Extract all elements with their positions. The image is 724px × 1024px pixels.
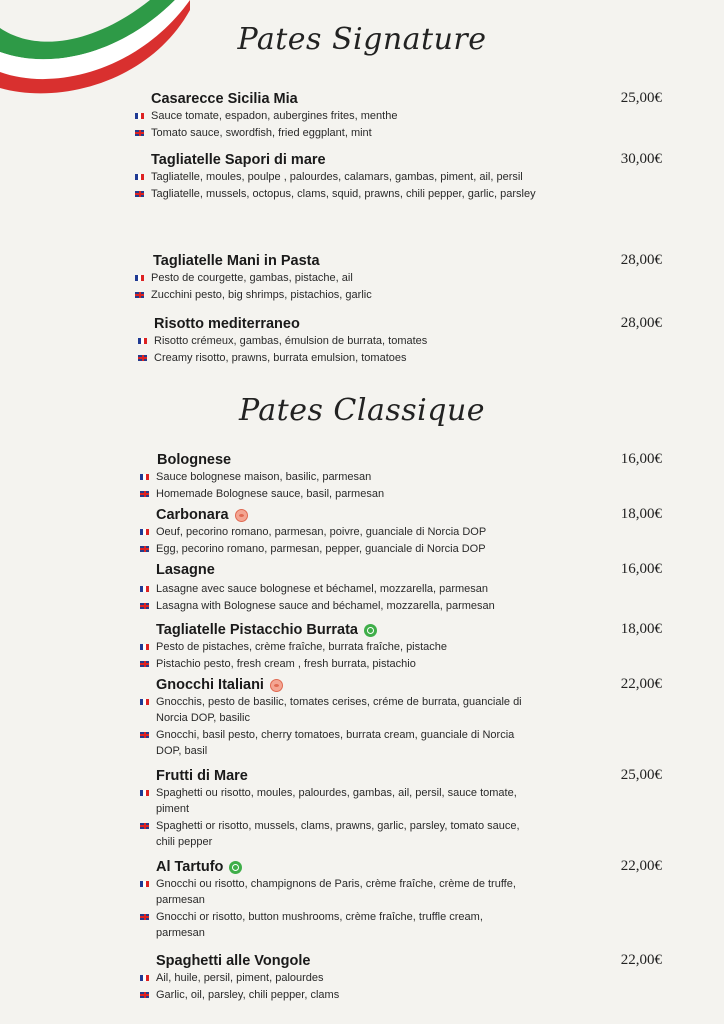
section-title-signature: Pates Signature [237, 22, 487, 57]
item-description-fr: Sauce bolognese maison, basilic, parmesan [156, 471, 372, 483]
section-title-classique: Pates Classique [238, 393, 486, 428]
item-name: Tagliatelle Pistacchio Burrata [156, 622, 358, 638]
item-price: 30,00€ [620, 151, 662, 167]
item-description-en: Homemade Bolognese sauce, basil, parmesan [156, 488, 385, 500]
item-description-fr: Oeuf, pecorino romano, parmesan, poivre, guanciale di Norcia DOP [156, 526, 487, 538]
uk-flag-icon [138, 355, 147, 361]
uk-flag-icon [140, 661, 149, 667]
item-price: 18,00€ [620, 506, 662, 522]
french-flag-icon [140, 644, 149, 650]
menu-item [135, 252, 675, 303]
item-name: Tagliatelle Sapori di mare [151, 152, 326, 168]
item-description-fr: Spaghetti ou risotto, moules, palourdes, gambas, ail, persil, sauce tomate, piment [156, 787, 517, 815]
item-name: Al Tartufo [156, 859, 224, 875]
french-flag-icon [135, 174, 144, 180]
menu-item [140, 506, 680, 557]
menu-item [138, 315, 678, 366]
item-description-fr: Ail, huile, persil, piment, palourdes [156, 972, 324, 984]
item-name: Casarecce Sicilia Mia [151, 91, 298, 107]
french-flag-icon [140, 529, 149, 535]
item-description-fr: Pesto de pistaches, crème fraîche, burrata fraîche, pistache [156, 641, 448, 653]
item-description-en: Pistachio pesto, fresh cream , fresh burrata, pistachio [156, 658, 416, 670]
menu-item [140, 767, 535, 850]
item-price: 28,00€ [620, 252, 662, 268]
item-price: 25,00€ [620, 767, 662, 783]
uk-flag-icon [135, 130, 144, 136]
item-description-en: Zucchini pesto, big shrimps, pistachios, garlic [151, 289, 372, 301]
item-name: Spaghetti alle Vongole [156, 953, 311, 969]
french-flag-icon [140, 474, 149, 480]
uk-flag-icon [135, 191, 144, 197]
menu-item [140, 676, 525, 759]
french-flag-icon [140, 586, 149, 592]
item-price: 22,00€ [620, 676, 662, 692]
pork-icon [235, 509, 248, 522]
item-name: Frutti di Mare [156, 768, 248, 784]
item-price: 16,00€ [620, 561, 662, 577]
item-price: 18,00€ [620, 621, 662, 637]
item-price: 28,00€ [620, 315, 662, 331]
item-description-en: Lasagna with Bolognese sauce and béchamel, mozzarella, parmesan [156, 600, 495, 612]
menu-item [135, 151, 545, 202]
menu-item [140, 858, 530, 941]
item-name: Bolognese [157, 452, 232, 468]
french-flag-icon [140, 881, 149, 887]
item-price: 22,00€ [620, 952, 662, 968]
item-description-fr: Pesto de courgette, gambas, pistache, ail [151, 272, 353, 284]
french-flag-icon [140, 975, 149, 981]
uk-flag-icon [140, 603, 149, 609]
item-price: 25,00€ [620, 90, 662, 106]
item-description-fr: Sauce tomate, espadon, aubergines frites, menthe [151, 110, 398, 122]
item-price: 22,00€ [620, 858, 662, 874]
vegetarian-icon [364, 624, 377, 637]
menu-item [140, 561, 680, 614]
item-description-en: Creamy risotto, prawns, burrata emulsion, tomatoes [154, 352, 407, 364]
pork-icon [270, 679, 283, 692]
french-flag-icon [140, 699, 149, 705]
uk-flag-icon [140, 491, 149, 497]
item-description-en: Spaghetti or risotto, mussels, clams, prawns, garlic, parsley, tomato sauce, chili pepper [156, 820, 520, 848]
item-name: Tagliatelle Mani in Pasta [153, 253, 320, 269]
uk-flag-icon [135, 292, 144, 298]
item-description-en: Gnocchi or risotto, button mushrooms, crème fraîche, truffle cream, parmesan [156, 911, 483, 939]
item-description-en: Tomato sauce, swordfish, fried eggplant, mint [151, 127, 372, 139]
french-flag-icon [135, 275, 144, 281]
vegetarian-icon [229, 861, 242, 874]
french-flag-icon [135, 113, 144, 119]
menu-item [135, 90, 675, 141]
item-description-en: Tagliatelle, mussels, octopus, clams, squid, prawns, chili pepper, garlic, parsley [151, 188, 536, 200]
item-description-fr: Gnocchis, pesto de basilic, tomates cerises, créme de burrata, guanciale di Norcia DOP, basilic [156, 696, 522, 724]
item-description-en: Gnocchi, basil pesto, cherry tomatoes, burrata cream, guanciale di Norcia DOP, basil [156, 729, 515, 757]
item-description-fr: Tagliatelle, moules, poulpe , palourdes, calamars, gambas, piment, ail, persil [151, 171, 523, 183]
item-description-fr: Lasagne avec sauce bolognese et béchamel, mozzarella, parmesan [156, 583, 489, 595]
item-description-en: Garlic, oil, parsley, chili pepper, clams [156, 989, 340, 1001]
uk-flag-icon [140, 914, 149, 920]
uk-flag-icon [140, 732, 149, 738]
item-description-en: Egg, pecorino romano, parmesan, pepper, guanciale di Norcia DOP [156, 543, 486, 555]
uk-flag-icon [140, 992, 149, 998]
item-description-fr: Gnocchi ou risotto, champignons de Paris, crème fraîche, crème de truffe, parmesan [156, 878, 516, 906]
item-description-fr: Risotto crémeux, gambas, émulsion de burrata, tomates [154, 335, 428, 347]
menu-item [140, 952, 680, 1003]
menu-item [140, 451, 680, 502]
item-name: Risotto mediterraneo [154, 316, 300, 332]
item-name: Lasagne [156, 562, 215, 578]
menu-item [140, 621, 680, 672]
french-flag-icon [140, 790, 149, 796]
item-price: 16,00€ [620, 451, 662, 467]
item-name: Gnocchi Italiani [156, 677, 264, 693]
uk-flag-icon [140, 823, 149, 829]
uk-flag-icon [140, 546, 149, 552]
item-name: Carbonara [156, 507, 229, 523]
french-flag-icon [138, 338, 147, 344]
